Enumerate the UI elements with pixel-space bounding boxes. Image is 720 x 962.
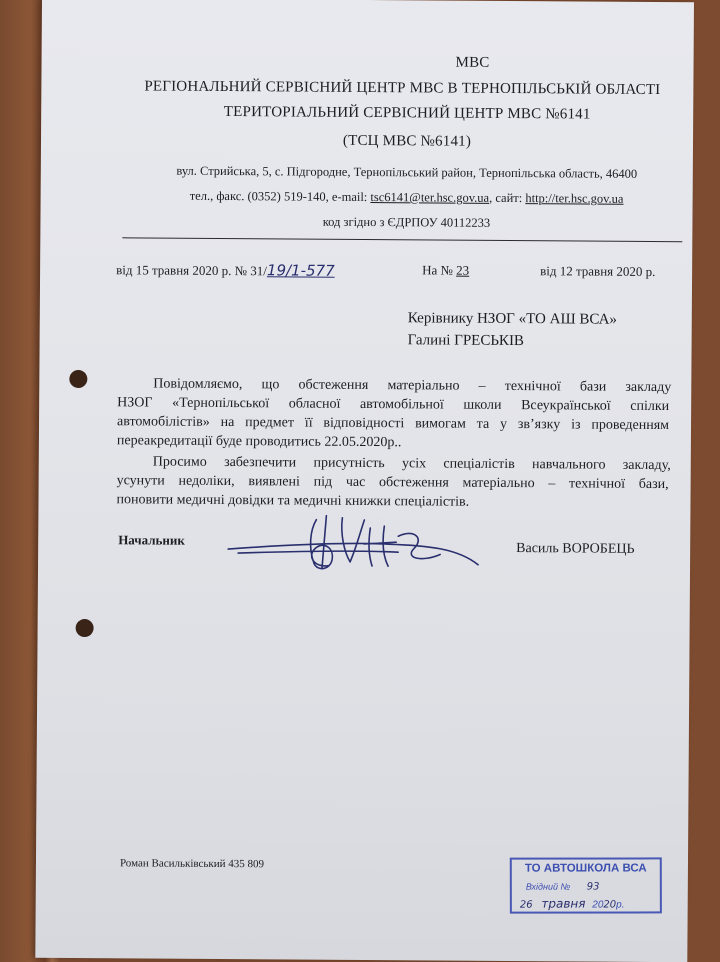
site-link[interactable]: http://ter.hsc.gov.ua xyxy=(525,191,624,206)
reply-date: від 12 травня 2020 р. xyxy=(540,263,656,280)
body-p2-line-3: поновити медичні довідки та медичні книжки спеціалістів. xyxy=(116,492,470,510)
incoming-stamp xyxy=(510,857,662,913)
stamp-day: 26 xyxy=(519,899,533,911)
body-p1-line-4: переакредитації буде проводитись 22.05.2020р.. xyxy=(116,433,402,451)
contacts-prefix: тел., факс. (0352) 519-140, e-mail: xyxy=(189,188,371,205)
body-p1-line-2: НЗОГ «Тернопільської обласної автомобільної школи Всеукраїнської спілки xyxy=(117,395,670,415)
reference-outgoing xyxy=(116,260,335,280)
reply-number: 23 xyxy=(456,262,470,278)
stamp-year: 20 xyxy=(603,899,617,911)
letter-sheet xyxy=(35,0,694,962)
body-p1-line-1: Повідомляємо, що обстеження матеріально – технічної бази закладу xyxy=(153,376,672,396)
stamp-year-postfix: р. xyxy=(616,899,625,911)
reference-date: від 15 травня 2020 р. № 31/ xyxy=(116,262,267,279)
reply-prefix: На № xyxy=(422,262,453,278)
stamp-incoming-label: Вхідний № xyxy=(525,881,571,892)
reference-number-handwritten: 19/1-577 xyxy=(266,261,335,280)
email-link[interactable]: tsc6141@ter.hsc.gov.ua xyxy=(370,190,490,205)
stamp-title: ТО АВТОШКОЛА ВСА xyxy=(524,862,647,875)
header-contacts xyxy=(101,188,713,207)
punch-hole-top xyxy=(69,370,87,388)
header-abbreviation: (ТСЦ МВС №6141) xyxy=(342,132,472,150)
body-p2-line-1: Просимо забезпечити присутність усіх спеціалістів навчального закладу, xyxy=(152,454,671,474)
stamp-month: травня xyxy=(541,896,586,911)
header-address: вул. Стрийська, 5, с. Підгородне, Тернопільський район, Тернопільська область, 46400 xyxy=(176,163,638,181)
body-p2-line-2: усунути недоліки, виявлені під час обстеження матеріально – технічної бази, xyxy=(116,473,669,493)
stamp-incoming-number: 93 xyxy=(586,881,600,893)
addressee-line-1: Керівнику НЗОГ «ТО АШ ВСА» xyxy=(407,310,618,328)
punch-hole-bottom xyxy=(76,619,94,637)
header-regional-center: РЕГІОНАЛЬНИЙ СЕРВІСНИЙ ЦЕНТР МВС В ТЕРНОПІЛЬСЬКІЙ ОБЛАСТІ xyxy=(144,78,661,99)
stamp-year-prefix: 20 xyxy=(592,899,604,911)
header-divider xyxy=(122,237,682,242)
addressee-line-2: Галині ГРЕСЬКІВ xyxy=(407,332,525,350)
body-p1-line-3: автомобілістів» на предмет її відповідності вимогам та у зв’язку із проведенням xyxy=(116,414,670,434)
header-org-short: МВС xyxy=(455,54,490,71)
handwritten-signature xyxy=(218,507,489,589)
reference-reply xyxy=(422,262,469,278)
header-territorial-center: ТЕРИТОРІАЛЬНИЙ СЕРВІСНИЙ ЦЕНТР МВС №6141 xyxy=(223,103,591,123)
signatory-name: Василь ВОРОБЕЦЬ xyxy=(516,541,635,557)
header-edrpou: код згідно з ЄДРПОУ 40112233 xyxy=(322,214,491,230)
executor-line: Роман Васильківський 435 809 xyxy=(119,857,265,871)
site-prefix: , сайт: xyxy=(489,190,526,206)
signatory-position: Начальник xyxy=(118,532,185,548)
stamp-incoming-line xyxy=(526,882,600,893)
stamp-date-line xyxy=(520,896,625,910)
